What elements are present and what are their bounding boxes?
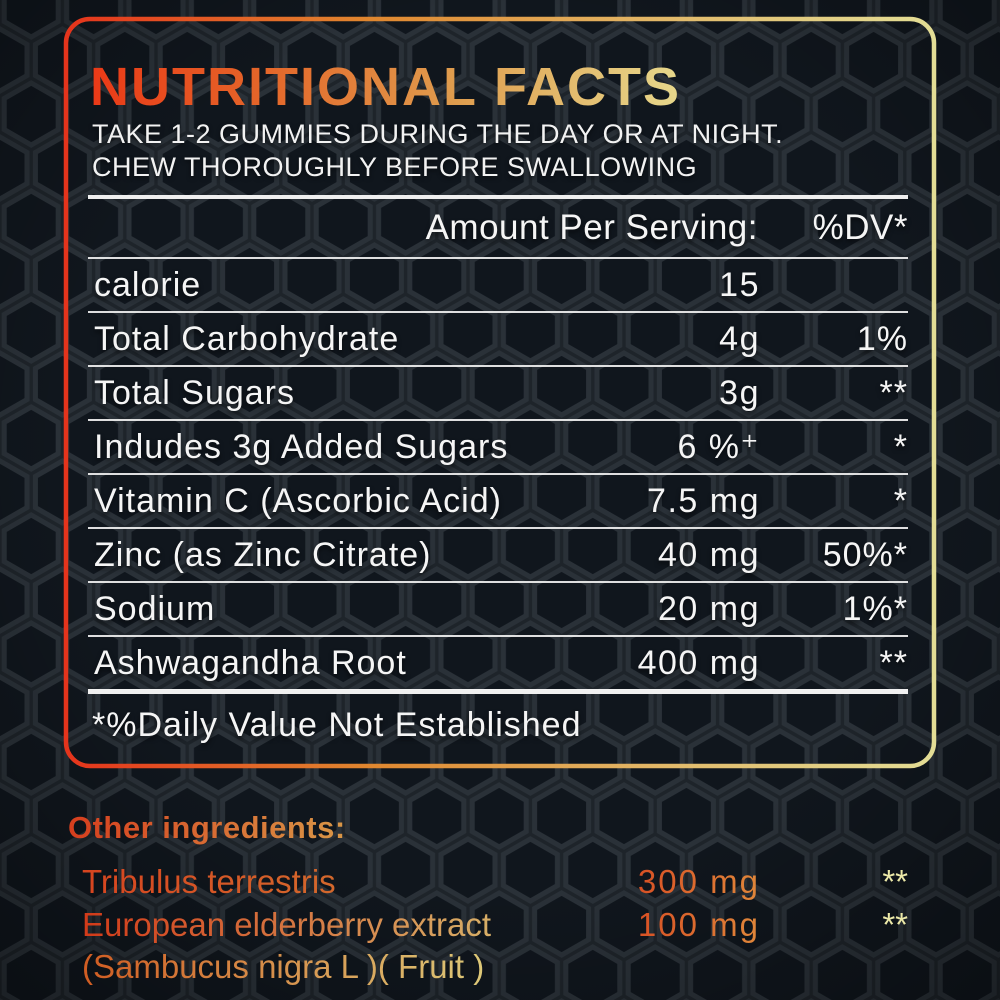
ingredient-dv: ** (882, 862, 908, 900)
row-label: Total Carbohydrate (94, 319, 400, 358)
table-row-total-sugars (88, 365, 908, 419)
ingredient-amount: 100 mg (590, 906, 760, 944)
row-dv: ** (879, 643, 908, 682)
row-amount: 3g (719, 373, 760, 412)
ingredient-subline: (Sambucus nigra L )( Fruit ) (82, 948, 485, 985)
table-header-row (88, 199, 908, 257)
ingredient-dv: ** (882, 905, 908, 943)
row-label: Indudes 3g Added Sugars (94, 427, 509, 466)
nutrition-table (88, 195, 908, 757)
row-amount: 40 mg (658, 535, 760, 574)
table-row-calorie (88, 257, 908, 311)
row-label: Zinc (as Zinc Citrate) (94, 535, 432, 574)
row-dv: 50%* (822, 535, 908, 574)
row-dv: 1%* (842, 589, 908, 628)
row-amount: 400 mg (637, 643, 760, 682)
ingredient-row-tribulus (82, 860, 908, 903)
table-row-ashwagandha (88, 635, 908, 689)
row-label: Ashwagandha Root (94, 643, 407, 682)
table-row-zinc (88, 527, 908, 581)
table-row-added-sugars (88, 419, 908, 473)
daily-value-footnote: *%Daily Value Not Established (92, 706, 582, 744)
row-dv: 1% (856, 319, 908, 358)
table-row-total-carbohydrate (88, 311, 908, 365)
row-label: Total Sugars (94, 373, 295, 412)
table-row-vitamin-c (88, 473, 908, 527)
other-ingredients-heading: Other ingredients: (68, 810, 346, 845)
row-amount: 7.5 mg (647, 481, 760, 520)
row-amount: 6 %⁺ (677, 428, 760, 466)
row-label: Sodium (94, 589, 216, 628)
row-dv: * (893, 427, 908, 466)
table-row-sodium (88, 581, 908, 635)
dv-header: %DV* (812, 208, 908, 247)
usage-instructions-line2: CHEW THOROUGHLY BEFORE SWALLOWING (92, 152, 698, 182)
row-amount: 15 (719, 265, 760, 304)
usage-instructions (92, 118, 912, 184)
other-ingredients-table (82, 860, 908, 946)
amount-per-serving-header: Amount Per Serving: (425, 208, 758, 247)
ingredient-row-elderberry (82, 903, 908, 946)
ingredient-amount: 300 mg (590, 863, 760, 901)
footnote-row (88, 689, 908, 757)
row-amount: 20 mg (658, 589, 760, 628)
panel-title: NUTRITIONAL FACTS (90, 57, 681, 117)
ingredient-name: Tribulus terrestris (82, 863, 590, 901)
row-amount: 4g (719, 319, 760, 358)
usage-instructions-line1: TAKE 1-2 GUMMIES DURING THE DAY OR AT NIGHT. (92, 119, 784, 149)
row-dv: * (893, 481, 908, 520)
row-label: Vitamin C (Ascorbic Acid) (94, 481, 502, 520)
row-dv: ** (879, 373, 908, 412)
row-label: calorie (94, 265, 202, 304)
ingredient-name: European elderberry extract (82, 906, 590, 944)
